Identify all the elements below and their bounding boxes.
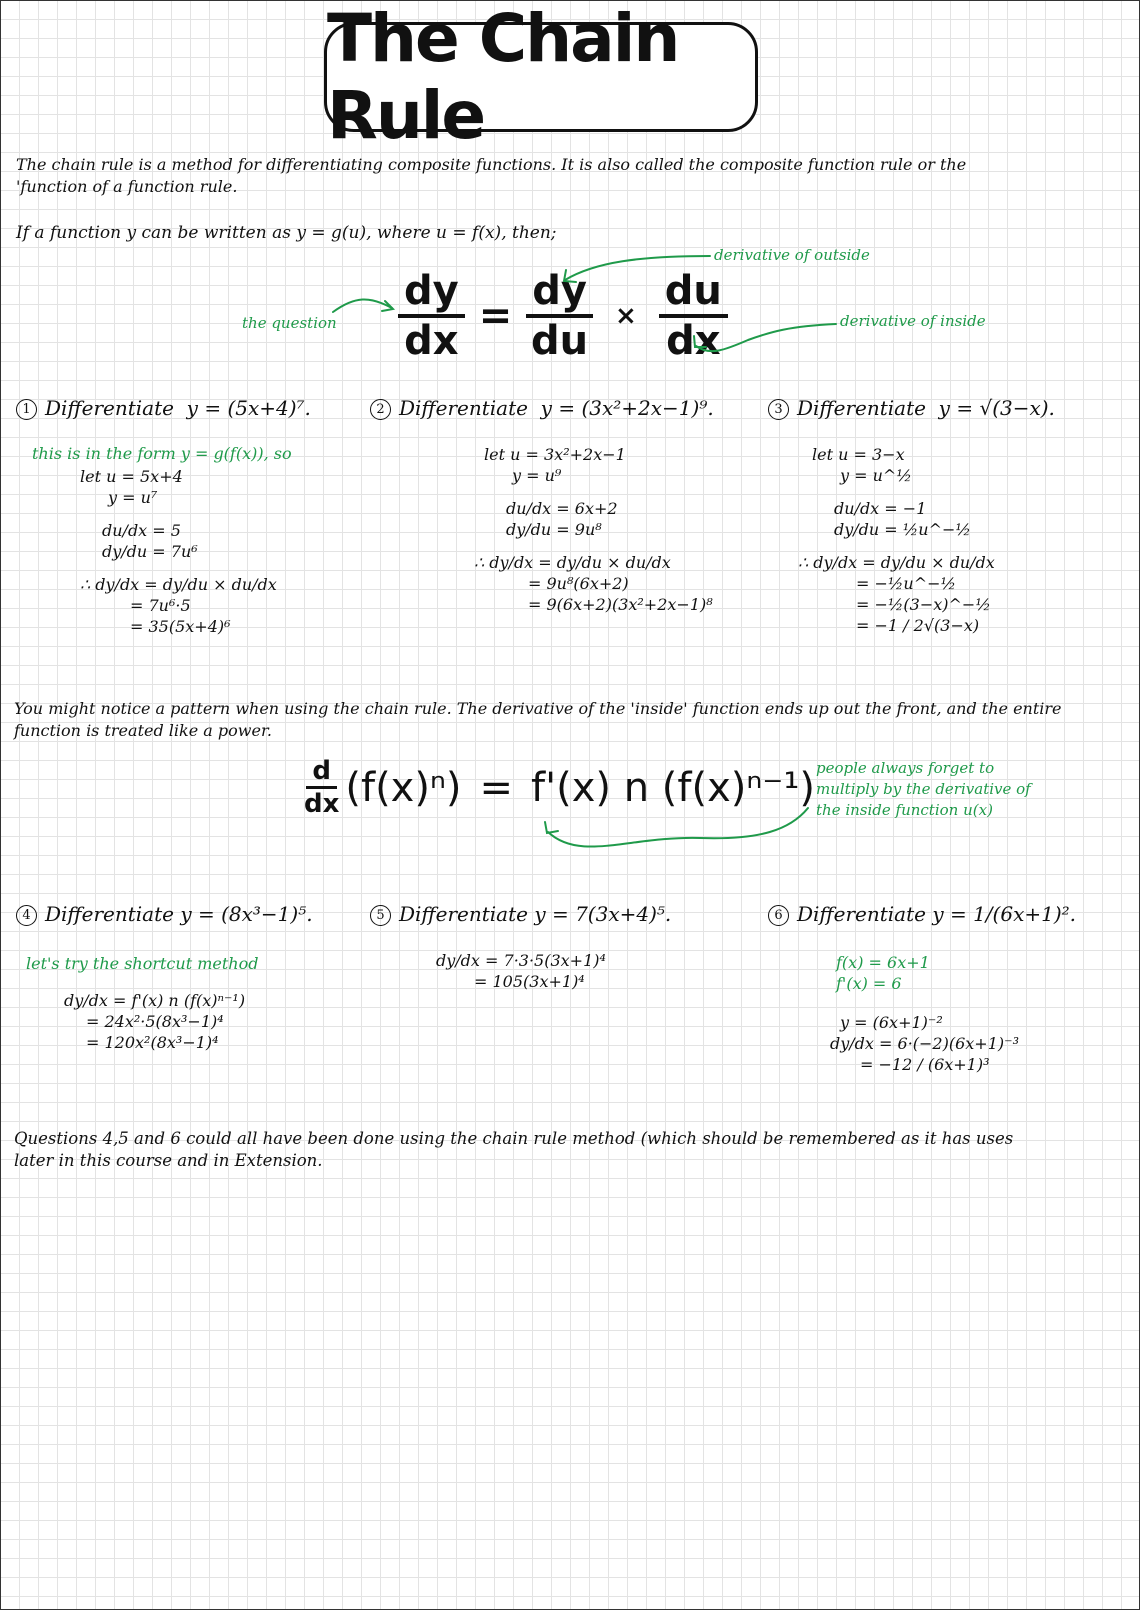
d-numerator: d	[306, 756, 337, 789]
annotation-derivative-outside: derivative of outside	[714, 246, 870, 264]
working-line: du/dx = 5	[102, 520, 181, 540]
question-1-working	[80, 466, 277, 637]
dx-denominator: dx	[304, 789, 340, 819]
intro-line-3: If a function y can be written as y = g(u), where u = f(x), then;	[16, 223, 557, 243]
inside-fraction	[659, 268, 728, 364]
chain-rule-formula	[398, 268, 728, 364]
equals-sign: =	[478, 293, 513, 339]
question-6-function-def	[836, 952, 930, 994]
working-line: let u = 3x²+2x−1	[484, 444, 626, 464]
question-4-working	[64, 990, 245, 1053]
question-number-4: 4	[16, 905, 37, 926]
question-6-label: Differentiate	[797, 902, 926, 926]
working-line: = 120x²(8x³−1)⁴	[86, 1032, 219, 1052]
question-4-heading	[16, 902, 313, 926]
outside-denominator: du	[531, 318, 589, 364]
annotation-forget-line-3: the inside function u(x)	[816, 801, 993, 819]
arrow-head-the-question	[382, 301, 393, 311]
question-number-1: 1	[16, 399, 37, 420]
intro-text	[16, 154, 1126, 198]
lhs-denominator: dx	[404, 318, 459, 364]
question-1-expression: y = (5x+4)⁷.	[186, 396, 311, 420]
inside-numerator: du	[659, 268, 728, 318]
question-1-heading	[16, 396, 311, 420]
closing-line-2: later in this course and in Extension.	[14, 1151, 323, 1170]
working-line: = 105(3x+1)⁴	[474, 971, 585, 991]
title-box	[324, 0, 758, 154]
working-line: dy/du = 9u⁸	[506, 519, 602, 539]
arrow-the-question	[333, 299, 392, 312]
d-dx-operator	[304, 756, 339, 819]
question-4-expression: y = (8x³−1)⁵.	[180, 902, 313, 926]
working-line: dy/du = ½u^−½	[834, 519, 971, 539]
times-sign: ×	[614, 301, 637, 331]
annotation-derivative-inside: derivative of inside	[840, 312, 986, 330]
working-line: y = u^½	[840, 465, 912, 485]
shortcut-equals: =	[479, 764, 514, 811]
working-line: = 9(6x+2)(3x²+2x−1)⁸	[528, 594, 713, 614]
closing-line-1: Questions 4,5 and 6 could all have been done using the chain rule method (which should be remembered as it has uses	[14, 1129, 1014, 1148]
question-3-working	[798, 444, 995, 636]
working-line: y = u⁹	[512, 465, 562, 485]
closing-text	[14, 1128, 1130, 1172]
pattern-text	[14, 698, 1124, 742]
intro-line-1: The chain rule is a method for differentiating composite functions. It is also called the composite function rule or the	[16, 155, 967, 174]
working-line: let u = 3−x	[812, 444, 905, 464]
question-5-heading	[370, 902, 671, 926]
lhs-numerator: dy	[398, 268, 465, 318]
question-2-label: Differentiate	[399, 396, 528, 420]
pattern-line-1: You might notice a pattern when using the chain rule. The derivative of the 'inside' function ends up out the front, and the entire	[14, 699, 1062, 718]
question-3-label: Differentiate	[797, 396, 926, 420]
question-4-label: Differentiate	[45, 902, 174, 926]
outside-fraction	[526, 268, 593, 364]
question-number-2: 2	[370, 399, 391, 420]
working-line: ∴ dy/dx = dy/du × du/dx	[474, 552, 671, 572]
question-2-heading	[370, 396, 714, 420]
working-line: du/dx = 6x+2	[506, 498, 618, 518]
question-5-expression: y = 7(3x+4)⁵.	[534, 902, 672, 926]
question-2-working	[474, 444, 713, 615]
inside-denominator: dx	[666, 318, 721, 364]
pattern-line-2: function is treated like a power.	[14, 721, 272, 740]
working-line: = 7u⁶·5	[130, 595, 191, 615]
working-line: = −1 / 2√(3−x)	[856, 615, 980, 635]
outside-numerator: dy	[526, 268, 593, 318]
working-line: y = u⁷	[108, 487, 158, 507]
question-number-6: 6	[768, 905, 789, 926]
working-line: f(x) = 6x+1	[836, 952, 930, 972]
working-line: = −½(3−x)^−½	[856, 594, 991, 614]
question-4-note: let's try the shortcut method	[26, 954, 259, 973]
working-line: = 9u⁸(6x+2)	[528, 573, 629, 593]
question-5-label: Differentiate	[399, 902, 528, 926]
shortcut-rhs: f'(x) n (f(x)ⁿ⁻¹)	[531, 764, 816, 811]
annotation-forget-line-2: multiply by the derivative of	[816, 780, 1031, 798]
working-line: ∴ dy/dx = dy/du × du/dx	[798, 552, 995, 572]
working-line: dy/dx = 7·3·5(3x+1)⁴	[436, 950, 606, 970]
working-line: du/dx = −1	[834, 498, 927, 518]
lhs-fraction	[398, 268, 465, 364]
question-3-heading	[768, 396, 1055, 420]
arrow-head-forget	[545, 822, 558, 833]
working-line: ∴ dy/dx = dy/du × du/dx	[80, 574, 277, 594]
working-line: = 24x²·5(8x³−1)⁴	[86, 1011, 224, 1031]
question-1-note: this is in the form y = g(f(x)), so	[32, 444, 292, 463]
working-line: dy/dx = 6·(−2)(6x+1)⁻³	[830, 1033, 1019, 1053]
working-line: = −12 / (6x+1)³	[860, 1054, 990, 1074]
working-line: = −½u^−½	[856, 573, 957, 593]
question-2-expression: y = (3x²+2x−1)⁹.	[540, 396, 714, 420]
working-line: y = (6x+1)⁻²	[840, 1012, 943, 1032]
question-number-5: 5	[370, 905, 391, 926]
question-6-working	[830, 1012, 1019, 1075]
question-5-working	[436, 950, 606, 992]
working-line: dy/dx = f'(x) n (f(x)ⁿ⁻¹)	[64, 990, 246, 1010]
page-title: The Chain Rule	[327, 0, 679, 154]
shortcut-lhs: (f(x)ⁿ)	[345, 764, 462, 811]
intro-line-2: 'function of a function rule.	[16, 177, 238, 196]
working-line: dy/du = 7u⁶	[102, 541, 198, 561]
shortcut-formula	[304, 756, 815, 819]
working-line: = 35(5x+4)⁶	[130, 616, 231, 636]
working-line: let u = 5x+4	[80, 466, 183, 486]
annotation-the-question: the question	[242, 314, 337, 332]
annotation-forget-line-1: people always forget to	[816, 759, 995, 777]
question-3-expression: y = √(3−x).	[938, 396, 1055, 420]
annotation-forget	[816, 758, 1031, 821]
question-number-3: 3	[768, 399, 789, 420]
working-line: f'(x) = 6	[836, 973, 902, 993]
question-1-label: Differentiate	[45, 396, 174, 420]
question-6-expression: y = 1/(6x+1)².	[932, 902, 1077, 926]
question-6-heading	[768, 902, 1076, 926]
